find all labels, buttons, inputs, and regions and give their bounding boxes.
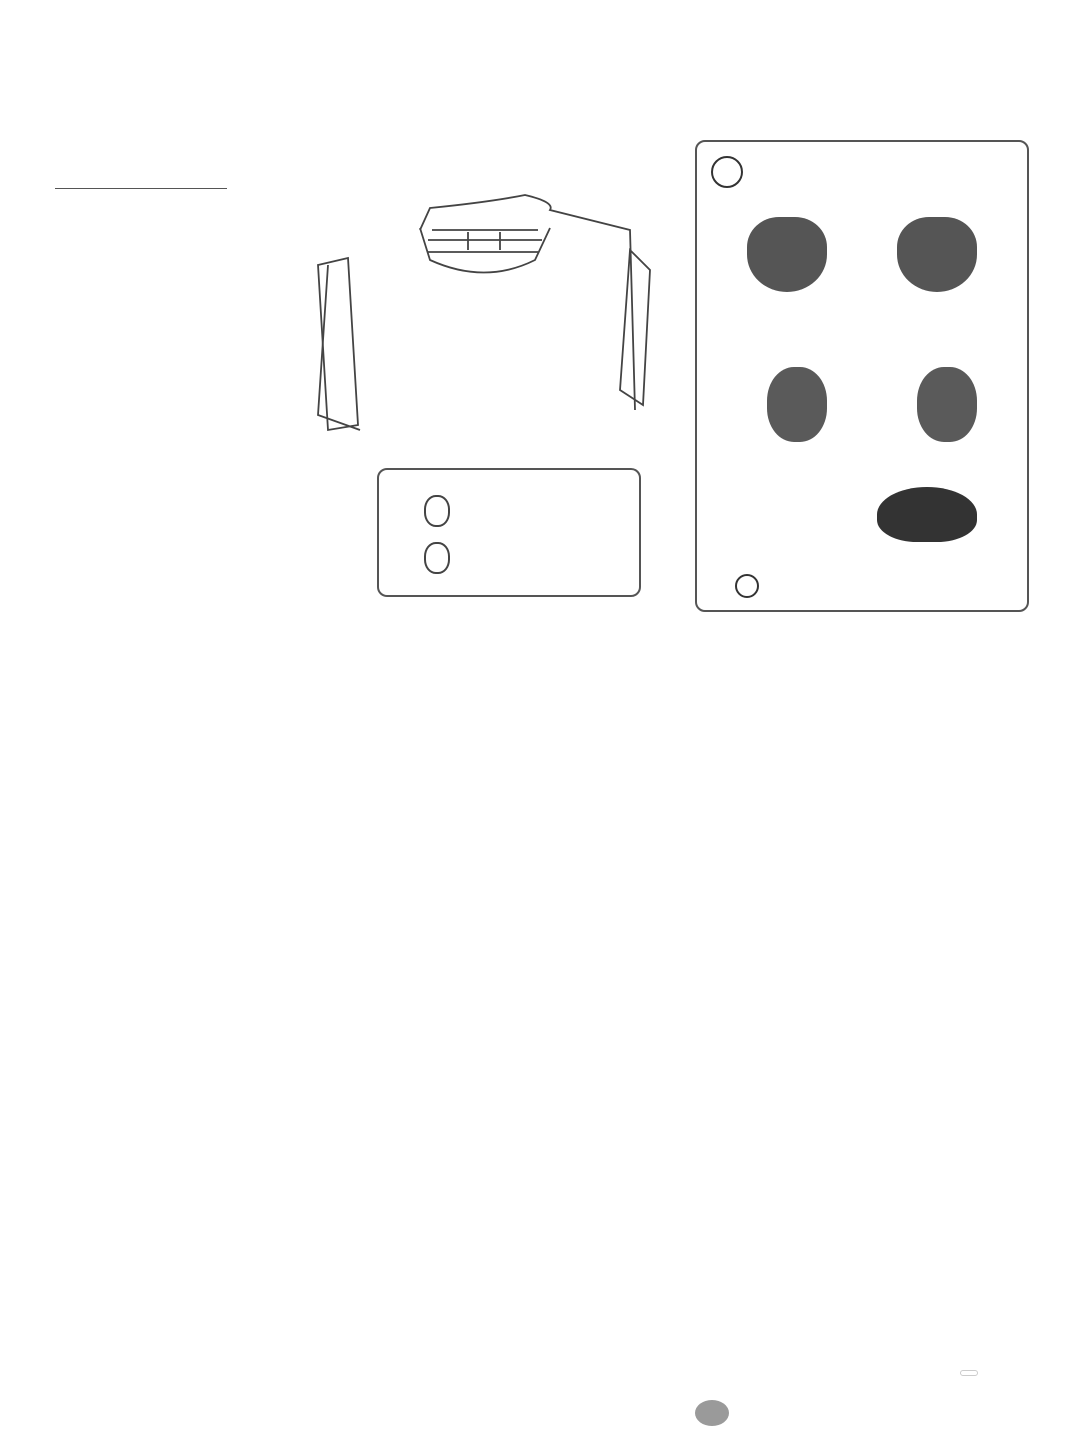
page-rule <box>55 188 227 189</box>
pattern-page <box>0 120 1080 1456</box>
step-4-illustration <box>917 367 977 442</box>
between-stitch-icon <box>424 495 450 527</box>
stitch-grid <box>405 635 1065 1365</box>
legend-box <box>377 468 641 597</box>
stamp-mark <box>960 1370 978 1376</box>
hem-edging-chart <box>80 645 380 835</box>
chain-space-icon <box>424 542 450 574</box>
wechat-icon <box>695 1400 729 1426</box>
step-1-illustration <box>747 217 827 292</box>
four-stitch-symbol-icon <box>735 574 759 598</box>
popcorn-stitch-box <box>695 140 1029 612</box>
popcorn-symbol-icon <box>711 156 743 188</box>
cuff-edging-chart <box>80 948 380 1138</box>
reverse-illustration <box>877 487 977 542</box>
neck-edging-chart <box>80 1238 380 1368</box>
step-3-illustration <box>767 367 827 442</box>
step-2-illustration <box>897 217 977 292</box>
page-reference <box>90 145 98 183</box>
